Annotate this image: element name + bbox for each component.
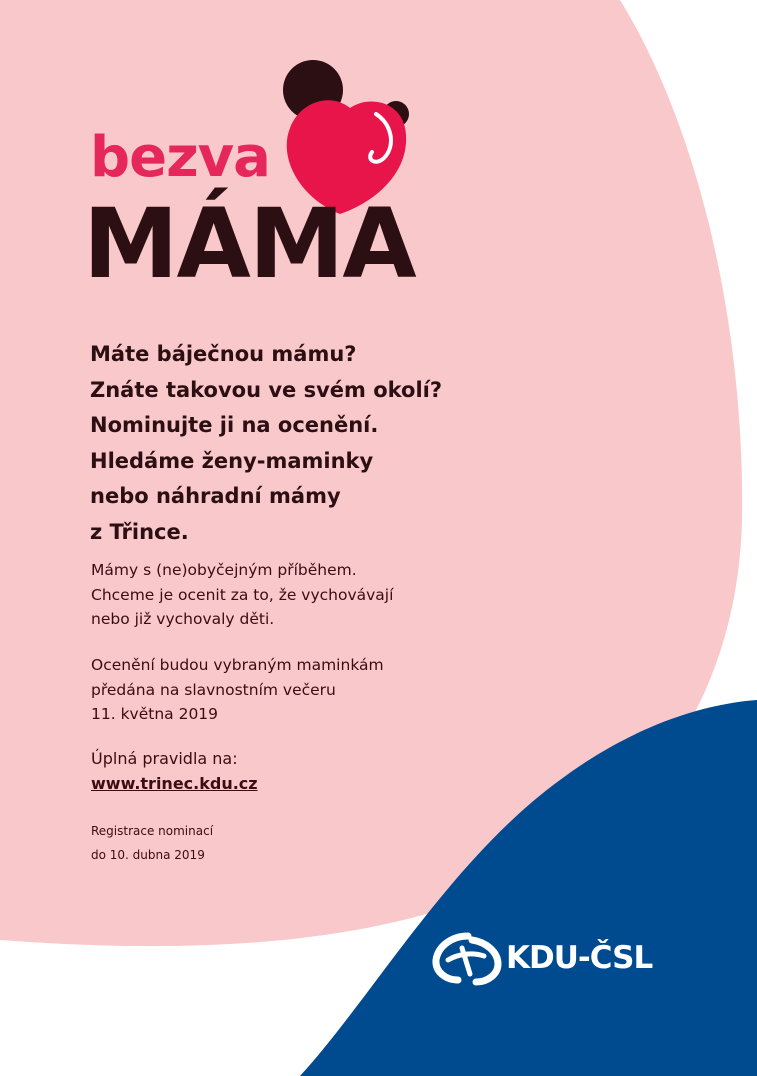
paragraph-line: Chceme je ocenit za to, že vychovávají bbox=[91, 585, 394, 604]
kdu-csl-emblem-icon bbox=[432, 930, 504, 986]
intro-paragraph bbox=[91, 558, 511, 632]
paragraph-line: 11. května 2019 bbox=[91, 705, 219, 723]
logo-bezva-text: bezva bbox=[90, 125, 270, 190]
paragraph-line: nebo již vychovaly děti. bbox=[91, 610, 275, 628]
kdu-csl-text: KDU-ČSL bbox=[506, 940, 653, 976]
bezva-mama-logo bbox=[80, 58, 420, 308]
rules-block bbox=[91, 747, 511, 796]
paragraph-line: Ocenění budou vybraným maminkám bbox=[91, 656, 384, 674]
logo-mama-text: MÁMA bbox=[83, 188, 415, 300]
registration-note bbox=[91, 819, 213, 867]
headline-line: nebo náhradní mámy bbox=[90, 484, 341, 508]
kdu-csl-logo bbox=[432, 930, 672, 986]
headline-line: Máte báječnou mámu? bbox=[90, 342, 357, 366]
headline-line: Znáte takovou ve svém okolí? bbox=[90, 377, 443, 402]
paragraph-line: předána na slavnostním večeru bbox=[91, 680, 336, 699]
headline-line: Nominujte ji na ocenění. bbox=[90, 413, 379, 437]
award-paragraph bbox=[91, 653, 511, 727]
registration-line: do 10. dubna 2019 bbox=[91, 848, 205, 862]
headline bbox=[90, 337, 570, 550]
rules-link[interactable]: www.trinec.kdu.cz bbox=[91, 773, 258, 793]
paragraph-line: Mámy s (ne)obyčejným příběhem. bbox=[91, 561, 357, 579]
registration-line: Registrace nominací bbox=[91, 824, 214, 838]
headline-line: z Třince. bbox=[90, 519, 189, 544]
headline-line: Hledáme ženy-maminky bbox=[90, 448, 374, 473]
rules-label: Úplná pravidla na: bbox=[91, 749, 238, 768]
